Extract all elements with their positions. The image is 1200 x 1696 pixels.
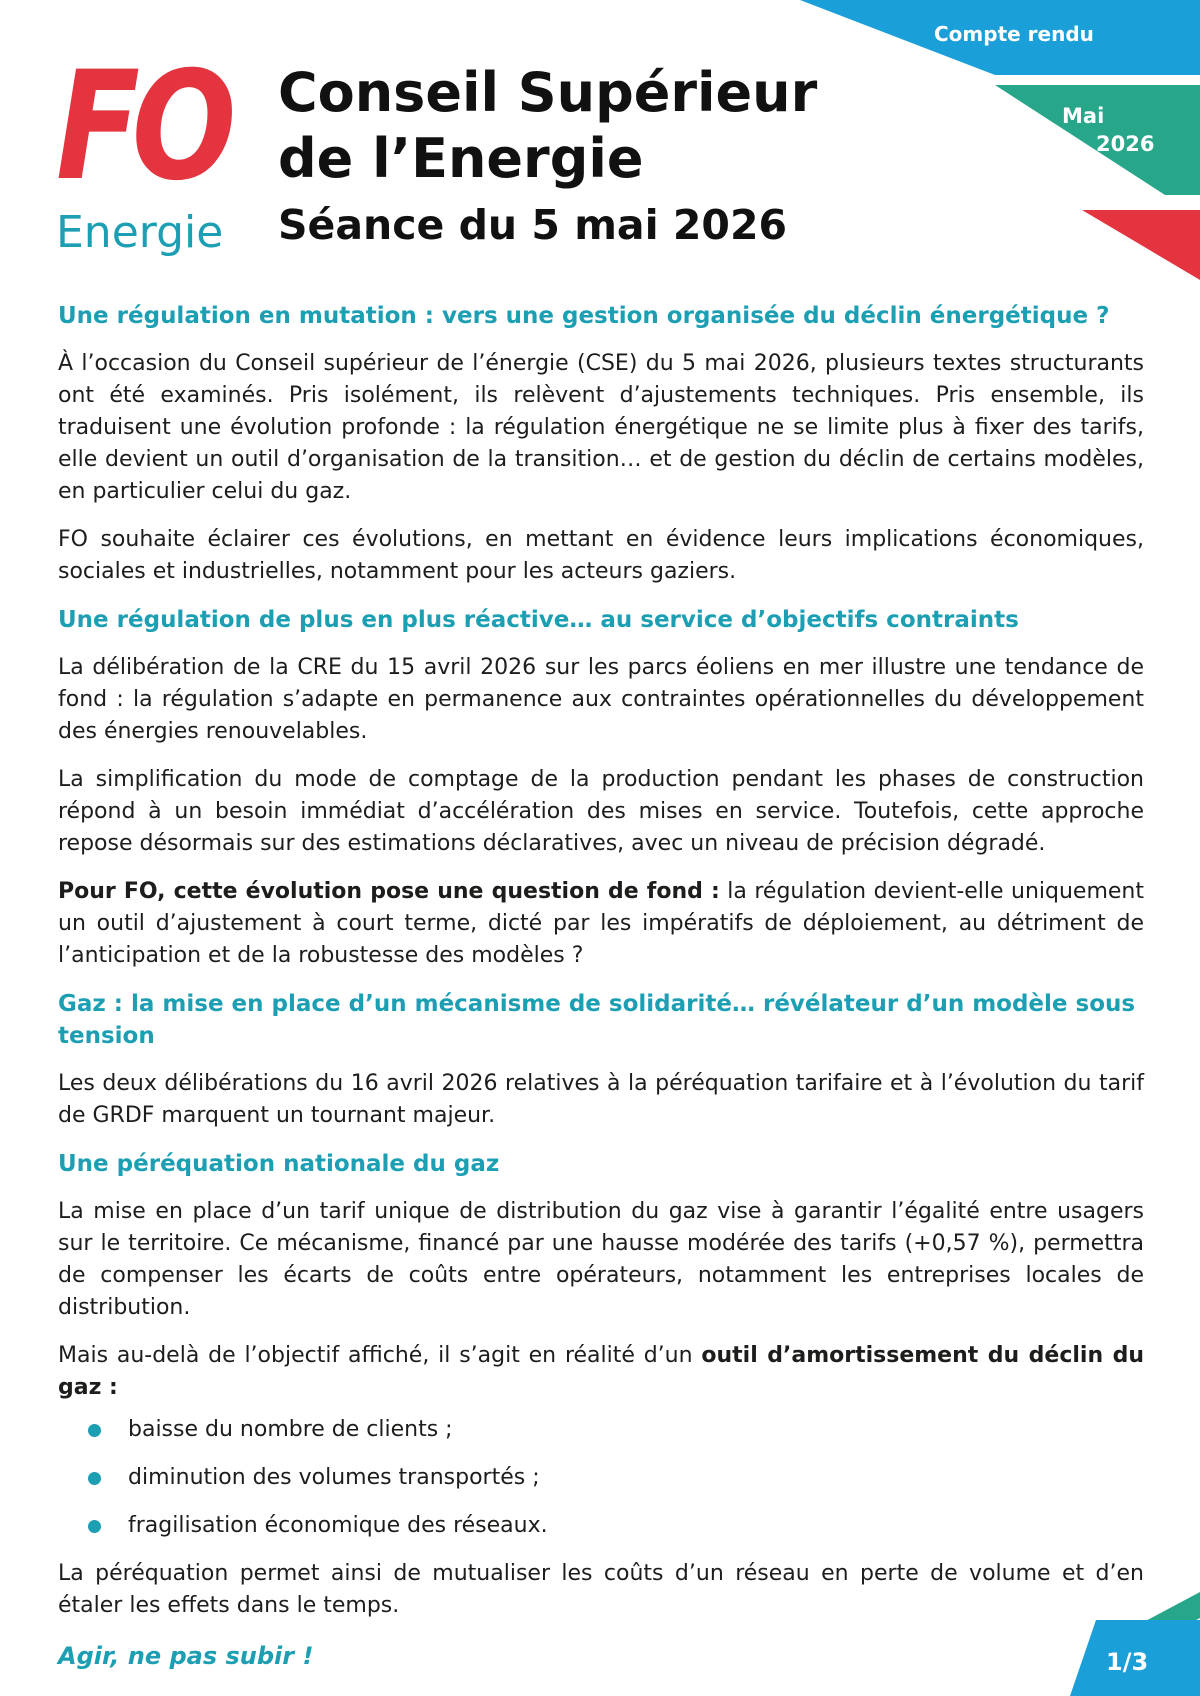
paragraph bbox=[58, 1340, 1144, 1404]
report-type-tag: Compte rendu bbox=[934, 22, 1094, 46]
section-heading: Une régulation en mutation : vers une gestion organisée du déclin énergétique ? bbox=[58, 303, 1110, 329]
bullet-list bbox=[58, 1414, 1144, 1542]
session-date: Séance du 5 mai 2026 bbox=[278, 201, 788, 249]
list-item-text: baisse du nombre de clients ; bbox=[128, 1417, 453, 1442]
paragraph: Les deux délibérations du 16 avril 2026 relatives à la péréquation tarifaire et à l’évolution du tarif de GRDF marquent un tournant majeur. bbox=[58, 1071, 1144, 1128]
list-item-text: diminution des volumes transportés ; bbox=[128, 1465, 540, 1490]
emphasis-text: outil d’amortissement du déclin du gaz : bbox=[58, 1343, 1144, 1400]
paragraph: La simplification du mode de comptage de la production pendant les phases de construction répond à un besoin immédiat d’accélération des mises en service. Toutefois, cette approche repose désormais sur des estimations déclaratives, avec un niveau de précision dégradé. bbox=[58, 767, 1144, 856]
list-item bbox=[58, 1510, 1144, 1542]
section-heading: Gaz : la mise en place d’un mécanisme de solidarité… révélateur d’un modèle sous tension bbox=[58, 991, 1136, 1049]
list-item bbox=[58, 1462, 1144, 1494]
list-item bbox=[58, 1414, 1144, 1446]
paragraph: La mise en place d’un tarif unique de distribution du gaz vise à garantir l’égalité entre usagers sur le territoire. Ce mécanisme, financé par une hausse modérée des tarifs (+0,57 %), permettra de compenser les écarts de coûts entre opérateurs, notamment les entreprises locales de distribution. bbox=[58, 1199, 1144, 1320]
footer-slogan: Agir, ne pas subir ! bbox=[58, 1642, 314, 1670]
section-heading: Une péréquation nationale du gaz bbox=[58, 1151, 500, 1177]
page-number: 1/3 bbox=[1106, 1648, 1149, 1676]
logo-energie-text: Energie bbox=[56, 207, 224, 258]
issue-month: Mai bbox=[1062, 104, 1105, 128]
paragraph-text: Mais au-delà de l’objectif affiché, il s’agit en réalité d’un bbox=[58, 1343, 702, 1368]
title-line-2: de l’Energie bbox=[278, 127, 644, 190]
bullet-dot-icon bbox=[88, 1520, 101, 1533]
paragraph: FO souhaite éclairer ces évolutions, en mettant en évidence leurs implications économiques, sociales et industrielles, notamment pour les acteurs gaziers. bbox=[58, 527, 1144, 584]
paragraph-text: la régulation devient-elle uniquement un outil d’ajustement à court terme, dicté par les impératifs de déploiement, au détriment de l’anticipation et de la robustesse des modèles ? bbox=[58, 879, 1144, 968]
bullet-dot-icon bbox=[88, 1424, 101, 1437]
paragraph bbox=[58, 876, 1144, 972]
issue-year: 2026 bbox=[1096, 132, 1155, 156]
section-heading: Une régulation de plus en plus réactive… au service d’objectifs contraints bbox=[58, 607, 1019, 633]
list-item-text: fragilisation économique des réseaux. bbox=[128, 1513, 548, 1538]
emphasis-text: Pour FO, cette évolution pose une question de fond : bbox=[58, 879, 720, 904]
paragraph: La péréquation permet ainsi de mutualiser les coûts d’un réseau en perte de volume et d’en étaler les effets dans le temps. bbox=[58, 1561, 1144, 1618]
document-title-block bbox=[278, 60, 817, 252]
document-body bbox=[58, 300, 1144, 1638]
paragraph: À l’occasion du Conseil supérieur de l’énergie (CSE) du 5 mai 2026, plusieurs textes structurants ont été examinés. Pris isolément, ils relèvent d’ajustements techniques. Pris ensemble, ils traduisent une évolution profonde : la régulation énergétique ne se limite plus à fixer des tarifs, elle devient un outil d’organisation de la transition… et de gestion du déclin de certains modèles, en particulier celui du gaz. bbox=[58, 351, 1144, 504]
paragraph: La délibération de la CRE du 15 avril 2026 sur les parcs éoliens en mer illustre une tendance de fond : la régulation s’adapte en permanence aux contraintes opérationnelles du développement des énergies renouvelables. bbox=[58, 655, 1144, 744]
logo-fo-text: FO bbox=[56, 40, 229, 214]
top-right-red-band bbox=[1082, 210, 1200, 280]
bullet-dot-icon bbox=[88, 1472, 101, 1485]
title-line-1: Conseil Supérieur bbox=[278, 61, 818, 124]
